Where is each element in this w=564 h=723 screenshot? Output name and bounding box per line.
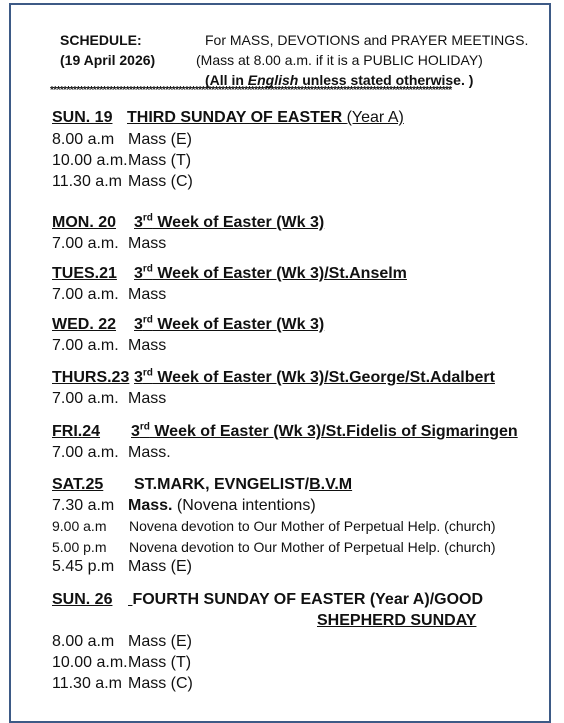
description: Mass (T) [128, 152, 192, 169]
day-title: FOURTH SUNDAY OF EASTER (Year A)/GOOD [132, 591, 484, 608]
day-title: 3rd Week of Easter (Wk 3) [134, 212, 325, 231]
description: Mass [128, 235, 167, 252]
day-label: FRI.24 [52, 423, 101, 440]
time: 7.30 a.m [52, 497, 115, 514]
day-title: 3rd Week of Easter (Wk 3) [134, 314, 325, 333]
description: Novena devotion to Our Mother of Perpetual Help. (church) [129, 518, 496, 534]
day-label: SUN. 19 [52, 109, 113, 126]
day-label: SUN. 26 [52, 591, 113, 608]
time: 8.00 a.m [52, 633, 115, 650]
day-label: SAT.25 [52, 476, 104, 493]
time: 7.00 a.m. [52, 286, 119, 303]
description: Mass (E) [128, 633, 192, 650]
schedule-label: SCHEDULE: [60, 32, 142, 48]
description: Mass (T) [128, 654, 192, 671]
description: Mass [128, 286, 167, 303]
time: 10.00 a.m. [52, 654, 128, 671]
time: 8.00 a.m [52, 131, 115, 148]
time: 5.45 p.m [52, 558, 115, 575]
separator: ************************************************************************************************************************** [50, 86, 452, 96]
day-title: 3rd Week of Easter (Wk 3)/St.Anselm [134, 263, 407, 282]
holiday-line: (Mass at 8.00 a.m. if it is a PUBLIC HOLIDAY) [196, 52, 483, 68]
time: 9.00 a.m [52, 518, 107, 534]
schedule-date: (19 April 2026) [60, 52, 156, 68]
time: 11.30 a.m [52, 173, 122, 190]
day-label: MON. 20 [52, 214, 117, 231]
for-line: For MASS, DEVOTIONS and PRAYER MEETINGS. [205, 32, 529, 48]
day-label: TUES.21 [52, 265, 117, 282]
time: 11.30 a.m [52, 675, 122, 692]
description: Mass. [128, 444, 171, 461]
day-title: 3rd Week of Easter (Wk 3)/St.Fidelis of Sigmaringen [131, 421, 518, 440]
description: Mass [128, 337, 167, 354]
description: Mass [128, 390, 167, 407]
day-title-line2: SHEPHERD SUNDAY [317, 612, 477, 629]
description: Novena devotion to Our Mother of Perpetual Help. (church) [129, 539, 496, 555]
time: 5.00 p.m [52, 539, 107, 555]
day-title: THIRD SUNDAY OF EASTER (Year A) [127, 109, 404, 126]
description: Mass. (Novena intentions) [128, 497, 316, 514]
day-label: WED. 22 [52, 316, 117, 333]
time: 7.00 a.m. [52, 444, 119, 461]
description: Mass (C) [128, 675, 193, 692]
time: 7.00 a.m. [52, 235, 119, 252]
description: Mass (E) [128, 131, 192, 148]
description: Mass (C) [128, 173, 193, 190]
time: 7.00 a.m. [52, 390, 119, 407]
day-title: 3rd Week of Easter (Wk 3)/St.George/St.Adalbert [134, 367, 495, 386]
day-label: THURS.23 [52, 369, 130, 386]
language-note: (All in English unless stated otherwise. ) [205, 72, 474, 88]
description: Mass (E) [128, 558, 192, 575]
day-title: ST.MARK, EVNGELIST/B.V.M [134, 476, 353, 493]
time: 10.00 a.m. [52, 152, 128, 169]
time: 7.00 a.m. [52, 337, 119, 354]
